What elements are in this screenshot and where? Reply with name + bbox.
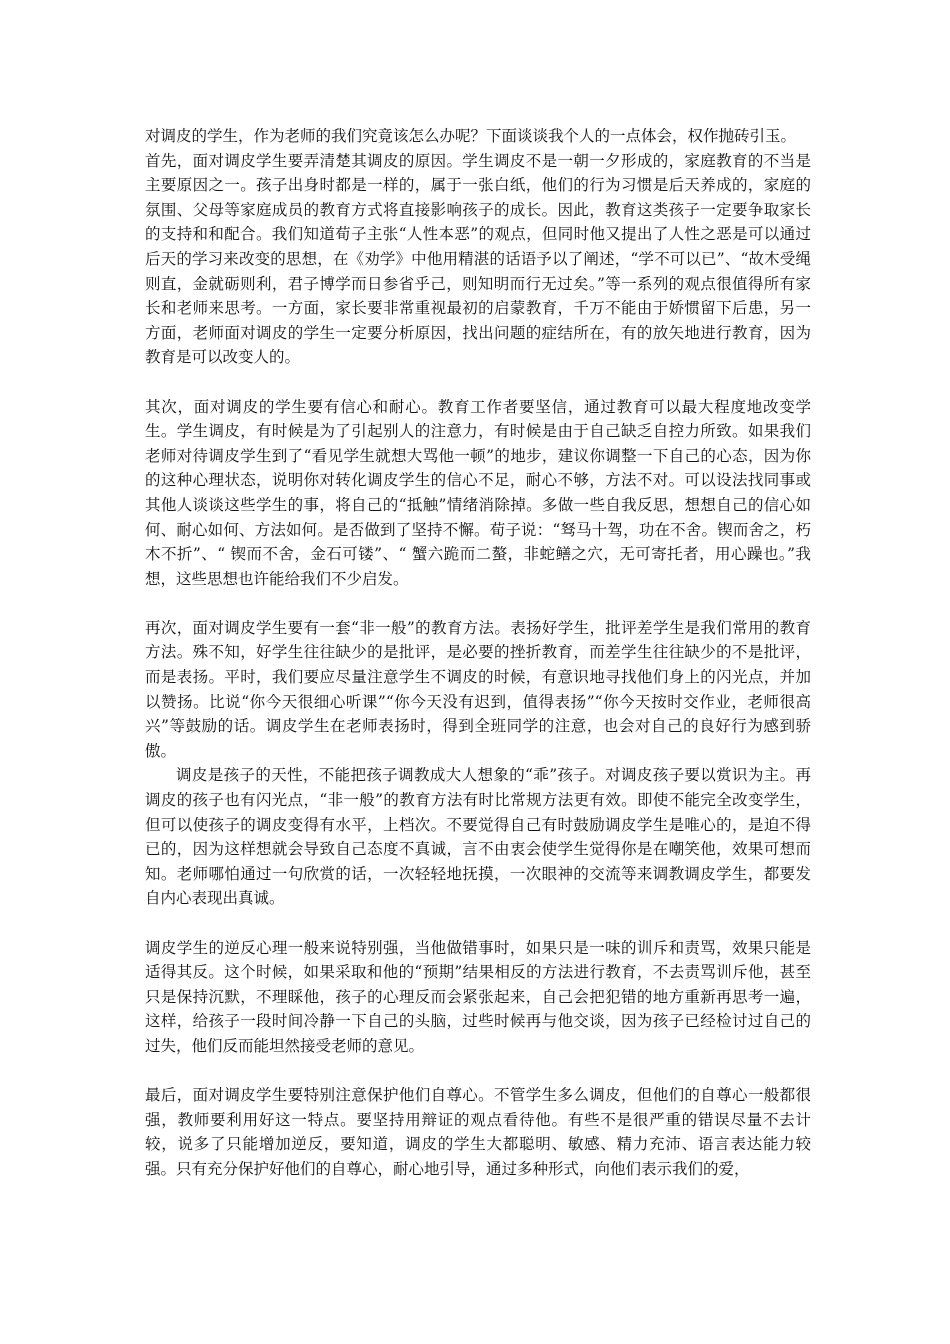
paragraph-second: 其次，面对调皮的学生要有信心和耐心。教育工作者要坚信，通过教育可以最大程度地改变学生。学生调皮，有时候是为了引起别人的注意力，有时候是由于自己缺乏自控力所致。如果我们老师对待调皮学生到了“看见学生就想大骂他一顿”的地步，建议你调整一下自己的心态，因为你的这种心理状态，说明你对转化调皮学生的信心不足，耐心不够，方法不对。可以设法找同事或其他人谈谈这些学生的事，将自己的“抵触”情绪消除掉。多做一些自我反思，想想自己的信心如何、耐心如何、方法如何。是否做到了坚持不懈。荀子说：“驽马十驾，功在不舍。锲而舍之，朽木不折”、“ 锲而不舍，金石可镂”、“ 蟹六跪而二螯，非蛇鳝之穴，无可寄托者，用心躁也。”我想，这些思想也许能给我们不少启发。 — [145, 397, 811, 588]
paragraph-last: 最后，面对调皮学生要特别注意保护他们自尊心。不管学生多么调皮，但他们的自尊心一般都很强，教师要利用好这一特点。要坚持用辩证的观点看待他。有些不是很严重的错误尽量不去计较，说多了只能增加逆反，要知道，调皮的学生大都聪明、敏感、精力充沛、语言表达能力较强。只有充分保护好他们的自尊心，耐心地引导，通过多种形式，向他们表示我们的爱， — [145, 1086, 811, 1178]
paragraph-third-continued: 调皮是孩子的天性，不能把孩子调教成大人想象的“乖”孩子。对调皮孩子要以赏识为主。再调皮的孩子也有闪光点，“非一般”的教育方法有时比常规方法更有效。即使不能完全改变学生，但可以使孩子的调皮变得有水平，上档次。不要觉得自己有时鼓励调皮学生是唯心的，是迫不得已的，因为这样想就会导致自己态度不真诚，言不由衷会使学生觉得你是在嘲笑他，效果可想而知。老师哪怕通过一句欣赏的话，一次轻轻地抚摸，一次眼神的交流等来调教调皮学生，都要发自内心表现出真诚。 — [145, 766, 811, 908]
article-body — [145, 124, 811, 1182]
paragraph-intro: 对调皮的学生，作为老师的我们究竟该怎么办呢？下面谈谈我个人的一点体会，权作抛砖引玉。 — [145, 127, 797, 145]
paragraph-reverse-psychology: 调皮学生的逆反心理一般来说特别强，当他做错事时，如果只是一味的训斥和责骂，效果只能是适得其反。这个时候，如果采取和他的“预期”结果相反的方法进行教育，不去责骂训斥他，甚至只是保持沉默，不理睬他，孩子的心理反而会紧张起来，自己会把犯错的地方重新再思考一遍，这样，给孩子一段时间冷静一下自己的头脑，过些时候再与他交谈，因为孩子已经检讨过自己的过失，他们反而能坦然接受老师的意见。 — [145, 938, 811, 1055]
paragraph-third: 再次，面对调皮学生要有一套“非一般”的教育方法。表扬好学生，批评差学生是我们常用的教育方法。殊不知，好学生往往缺少的是批评，是必要的挫折教育，而差学生往往缺少的不是批评，而是表扬。平时，我们要应尽量注意学生不调皮的时候，有意识地寻找他们身上的闪光点，并加以赞扬。比说“你今天很细心听课”“你今天没有迟到，值得表扬”“你今天按时交作业，老师很高兴”等鼓励的话。调皮学生在老师表扬时，得到全班同学的注意，也会对自己的良好行为感到骄傲。 — [145, 618, 811, 760]
paragraph-first: 首先，面对调皮学生要弄清楚其调皮的原因。学生调皮不是一朝一夕形成的，家庭教育的不当是主要原因之一。孩子出身时都是一样的，属于一张白纸，他们的行为习惯是后天养成的，家庭的氛围、父母等家庭成员的教育方式将直接影响孩子的成长。因此，教育这类孩子一定要争取家长的支持和和配合。我们知道荀子主张“人性本恶”的观点，但同时他又提出了人性之恶是可以通过后天的学习来改变的思想，在《劝学》中他用精湛的话语予以了阐述，“学不可以已”、“故木受绳则直，金就砺则利，君子博学而日参省乎己，则知明而行无过矣。”等一系列的观点很值得所有家长和老师来思考。一方面，家长要非常重视最初的启蒙教育，千万不能由于娇惯留下后患，另一方面，老师面对调皮的学生一定要分析原因，找出问题的症结所在，有的放矢地进行教育，因为教育是可以改变人的。 — [145, 151, 811, 367]
